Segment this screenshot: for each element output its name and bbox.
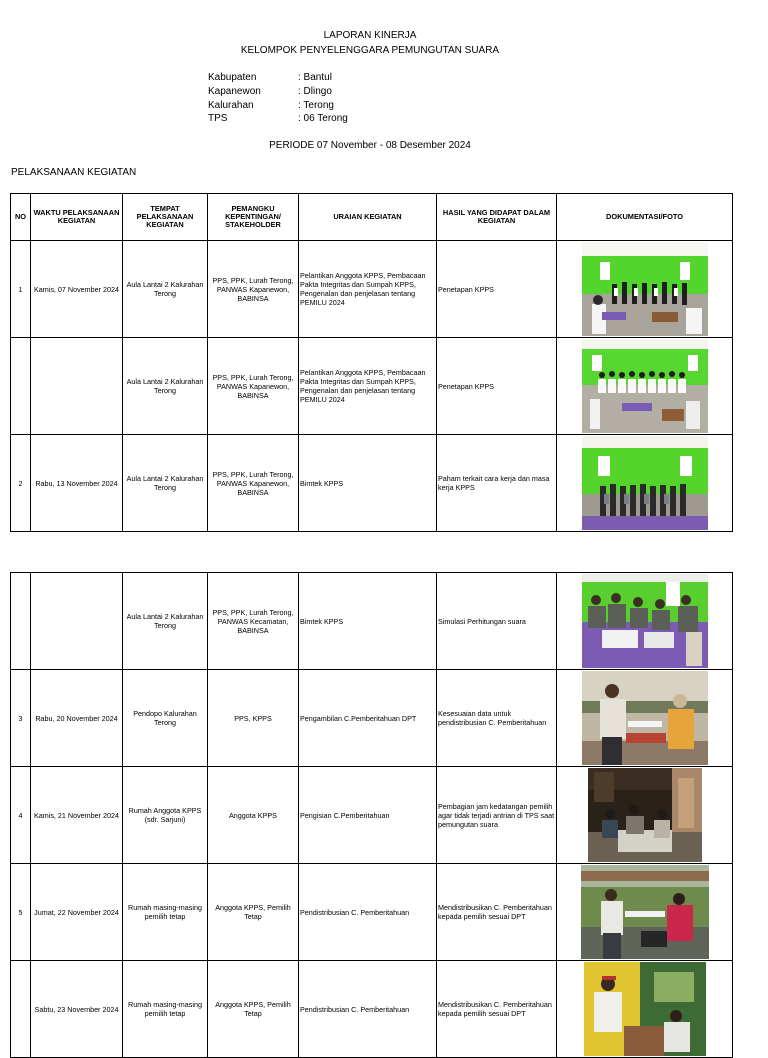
section-heading: PELAKSANAAN KEGIATAN: [11, 167, 137, 178]
cell-stakeholder: PPS, PPK, Lurah Terong, PANWAS Kapanewon, BABINSA: [208, 241, 299, 338]
col-header-no: NO: [11, 194, 31, 241]
cell-tempat: Aula Lantai 2 Kalurahan Terong: [123, 338, 208, 435]
activity-photo: [584, 962, 706, 1056]
meta-value: : 06 Terong: [298, 113, 348, 125]
cell-hasil: Kesesuaian data untuk pendistribusian C. Pemberitahuan: [437, 670, 557, 767]
cell-uraian: Pelantikan Anggota KPPS, Pembacaan Pakta Integritas dan Sumpah KPPS, Pengenalan dan penjelasan tentang PEMILU 2024: [299, 338, 437, 435]
meta-label: TPS: [208, 113, 228, 125]
cell-dokumentasi: [557, 961, 733, 1058]
cell-stakeholder: Anggota KPPS, Pemilih Tetap: [208, 961, 299, 1058]
col-header-uraian: URAIAN KEGIATAN: [299, 194, 437, 241]
cell-uraian: Bimtek KPPS: [299, 435, 437, 532]
table-row: [11, 338, 733, 435]
activity-photo: [582, 339, 708, 433]
cell-waktu: [31, 573, 123, 670]
cell-no: 3: [11, 670, 31, 767]
cell-no: 2: [11, 435, 31, 532]
cell-hasil: Penetapan KPPS: [437, 338, 557, 435]
cell-dokumentasi: [557, 864, 733, 961]
col-header-hasil: HASIL YANG DIDAPAT DALAM KEGIATAN: [437, 194, 557, 241]
cell-uraian: Pengisian C.Pemberitahuan: [299, 767, 437, 864]
activity-photo: [588, 768, 702, 862]
table-row: [11, 767, 733, 864]
cell-uraian: Pendistribusian C. Pemberitahuan: [299, 864, 437, 961]
cell-dokumentasi: [557, 338, 733, 435]
report-subtitle: KELOMPOK PENYELENGGARA PEMUNGUTAN SUARA: [240, 45, 500, 56]
col-header-waktu: WAKTU PELAKSANAAN KEGIATAN: [31, 194, 123, 241]
cell-uraian: Bimtek KPPS: [299, 573, 437, 670]
cell-stakeholder: PPS, KPPS: [208, 670, 299, 767]
meta-value: : Bantul: [298, 72, 332, 83]
cell-dokumentasi: [557, 573, 733, 670]
meta-label: Kabupaten: [208, 72, 257, 83]
col-header-dokumentasi: DOKUMENTASI/FOTO: [557, 194, 733, 241]
report-title: LAPORAN KINERJA: [323, 30, 417, 41]
col-header-stakeholder: PEMANGKU KEPENTINGAN/ STAKEHOLDER: [208, 194, 299, 241]
cell-stakeholder: Anggota KPPS, Pemilih Tetap: [208, 864, 299, 961]
cell-hasil: Paham terkait cara kerja dan masa kerja KPPS: [437, 435, 557, 532]
cell-waktu: Kamis, 07 November 2024: [31, 241, 123, 338]
cell-tempat: Aula Lantai 2 Kalurahan Terong: [123, 435, 208, 532]
cell-waktu: Sabtu, 23 November 2024: [31, 961, 123, 1058]
meta-label: Kapanewon: [208, 85, 261, 97]
cell-stakeholder: Anggota KPPS: [208, 767, 299, 864]
meta-value: : Dlingo: [298, 85, 332, 97]
cell-no: 5: [11, 864, 31, 961]
cell-hasil: Mendistribusikan C. Pemberitahuan kepada pemilih sesuai DPT: [437, 864, 557, 961]
meta-label: Kalurahan: [208, 99, 254, 111]
cell-hasil: Penetapan KPPS: [437, 241, 557, 338]
cell-dokumentasi: [557, 670, 733, 767]
cell-waktu: [31, 338, 123, 435]
cell-stakeholder: PPS, PPK, Lurah Terong, PANWAS Kapanewon, BABINSA: [208, 435, 299, 532]
cell-no: [11, 573, 31, 670]
cell-stakeholder: PPS, PPK, Lurah Terong, PANWAS Kapanewon, BABINSA: [208, 338, 299, 435]
cell-waktu: Jumat, 22 November 2024: [31, 864, 123, 961]
cell-tempat: Aula Lantai 2 Kalurahan Terong: [123, 573, 208, 670]
table-header-row: [11, 194, 733, 241]
table-row: [11, 670, 733, 767]
cell-waktu: Rabu, 20 November 2024: [31, 670, 123, 767]
cell-uraian: Pengambilan C.Pemberitahuan DPT: [299, 670, 437, 767]
table-row: [11, 435, 733, 532]
cell-waktu: Kamis, 21 November 2024: [31, 767, 123, 864]
cell-tempat: Rumah Anggota KPPS (sdr. Sarjuni): [123, 767, 208, 864]
cell-tempat: Rumah masing-masing pemilih tetap: [123, 864, 208, 961]
meta-value: : Terong: [298, 99, 334, 111]
cell-stakeholder: PPS, PPK, Lurah Terong, PANWAS Kecamatan, BABINSA: [208, 573, 299, 670]
cell-dokumentasi: [557, 435, 733, 532]
table-row: [11, 864, 733, 961]
cell-uraian: Pendistribusian C. Pemberitahuan: [299, 961, 437, 1058]
cell-uraian: Pelantikan Anggota KPPS, Pembacaan Pakta Integritas dan Sumpah KPPS, Pengenalan dan penjelasan tentang PEMILU 2024: [299, 241, 437, 338]
cell-dokumentasi: [557, 767, 733, 864]
cell-hasil: Simulasi Perhitungan suara: [437, 573, 557, 670]
table-row: [11, 241, 733, 338]
cell-tempat: Pendopo Kalurahan Terong: [123, 670, 208, 767]
cell-tempat: Aula Lantai 2 Kalurahan Terong: [123, 241, 208, 338]
activity-photo: [582, 574, 708, 668]
cell-tempat: Rumah masing-masing pemilih tetap: [123, 961, 208, 1058]
cell-no: [11, 961, 31, 1058]
cell-no: [11, 338, 31, 435]
cell-waktu: Rabu, 13 November 2024: [31, 435, 123, 532]
cell-no: 4: [11, 767, 31, 864]
table-row: [11, 573, 733, 670]
table-row: [11, 961, 733, 1058]
cell-hasil: Pembagian jam kedatangan pemilih agar tidak terjadi antrian di TPS saat pemungutan suara: [437, 767, 557, 864]
col-header-tempat: TEMPAT PELAKSANAAN KEGIATAN: [123, 194, 208, 241]
report-period: PERIODE 07 November - 08 Desember 2024: [269, 140, 471, 151]
cell-dokumentasi: [557, 241, 733, 338]
activity-table-2: [10, 572, 733, 1058]
activity-photo: [581, 865, 709, 959]
cell-no: 1: [11, 241, 31, 338]
activity-photo: [582, 436, 708, 530]
activity-photo: [582, 242, 708, 336]
activity-table-1: [10, 193, 733, 532]
cell-hasil: Mendistribusikan C. Pemberitahuan kepada pemilih sesuai DPT: [437, 961, 557, 1058]
report-meta: [208, 71, 348, 126]
activity-photo: [582, 671, 708, 765]
